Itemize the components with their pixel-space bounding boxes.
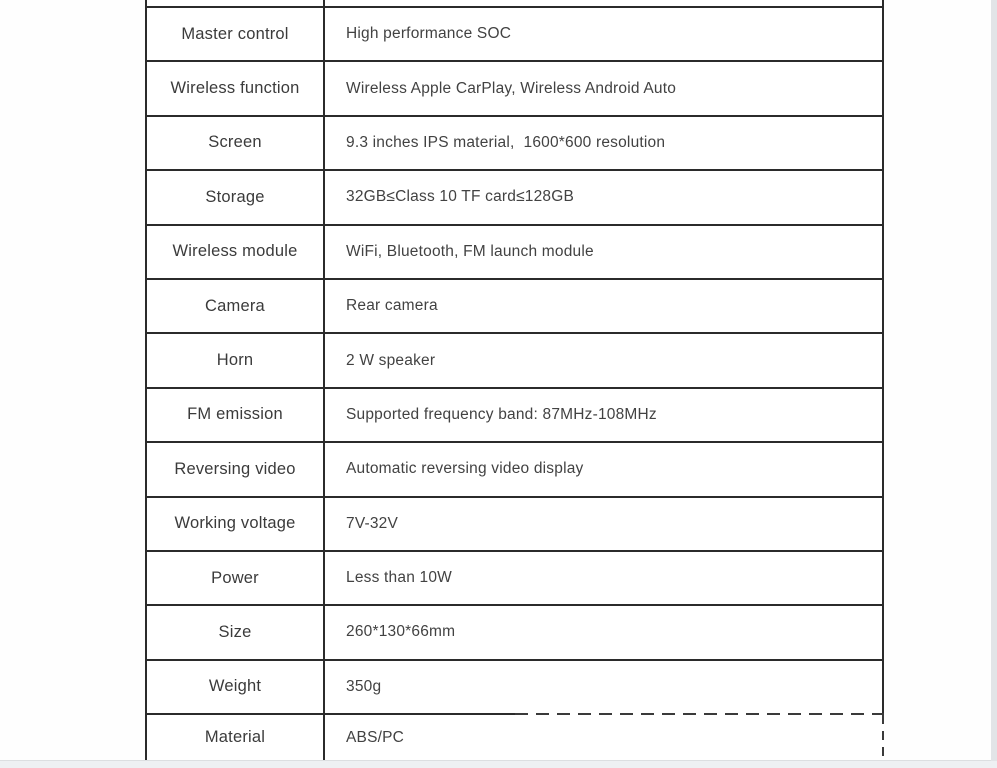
spec-label: Master control bbox=[147, 8, 325, 60]
table-row bbox=[147, 8, 882, 62]
spec-label: Working voltage bbox=[147, 498, 325, 550]
spec-label: Horn bbox=[147, 334, 325, 386]
spec-label: Wireless function bbox=[147, 62, 325, 114]
spec-label: Storage bbox=[147, 171, 325, 223]
spec-value: Less than 10W bbox=[346, 569, 452, 587]
spec-value: High performance SOC bbox=[346, 25, 512, 43]
spec-value: 9.3 inches IPS material, 1600*600 resolution bbox=[346, 133, 666, 151]
table-row bbox=[147, 552, 882, 606]
spec-label: Power bbox=[147, 552, 325, 604]
spec-label: Size bbox=[147, 606, 325, 658]
spec-label: FM emission bbox=[147, 389, 325, 441]
page-bottom-edge bbox=[0, 760, 997, 768]
table-row bbox=[147, 62, 882, 116]
selection-dashed-border-vertical bbox=[882, 715, 884, 760]
spec-label bbox=[147, 0, 325, 6]
spec-value: 350g bbox=[346, 677, 382, 695]
selection-dashed-border-horizontal bbox=[515, 713, 884, 715]
spec-label: Weight bbox=[147, 661, 325, 713]
spec-value: 7V-32V bbox=[346, 514, 399, 532]
spec-value: WiFi, Bluetooth, FM launch module bbox=[346, 242, 594, 260]
spec-value: 260*130*66mm bbox=[346, 623, 456, 641]
table-row bbox=[147, 498, 882, 552]
spec-label: Screen bbox=[147, 117, 325, 169]
table-row bbox=[147, 606, 882, 660]
table-row-cutoff-top bbox=[147, 0, 882, 8]
table-row bbox=[147, 334, 882, 388]
table-row bbox=[147, 226, 882, 280]
spec-value bbox=[325, 0, 882, 6]
spec-value: Rear camera bbox=[346, 297, 438, 315]
table-row bbox=[147, 280, 882, 334]
table-row bbox=[147, 443, 882, 497]
spec-value: Supported frequency band: 87MHz-108MHz bbox=[346, 405, 657, 423]
table-row bbox=[147, 389, 882, 443]
table-row bbox=[147, 117, 882, 171]
vertical-scrollbar[interactable] bbox=[991, 0, 997, 761]
spec-value: Wireless Apple CarPlay, Wireless Android Auto bbox=[346, 79, 677, 97]
spec-value: ABS/PC bbox=[346, 728, 405, 746]
spec-table bbox=[145, 0, 884, 760]
table-row bbox=[147, 661, 882, 715]
spec-value: 2 W speaker bbox=[346, 351, 436, 369]
spec-label: Material bbox=[147, 715, 325, 760]
spec-label: Camera bbox=[147, 280, 325, 332]
table-row bbox=[147, 171, 882, 225]
table-row bbox=[147, 715, 882, 760]
spec-label: Wireless module bbox=[147, 226, 325, 278]
spec-value: 32GB≤Class 10 TF card≤128GB bbox=[346, 188, 575, 206]
spec-value: Automatic reversing video display bbox=[346, 460, 584, 478]
spec-label: Reversing video bbox=[147, 443, 325, 495]
